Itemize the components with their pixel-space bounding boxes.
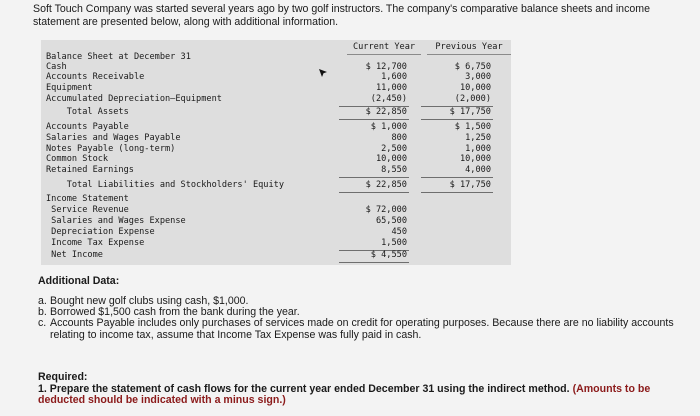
total-rule	[421, 192, 493, 193]
value-accounts-receivable-previous: 3,000	[465, 72, 491, 82]
row-label-equipment: Equipment	[46, 83, 93, 93]
income-statement-title: Income Statement	[46, 194, 129, 204]
required-section	[38, 372, 693, 407]
row-label-common-stock: Common Stock	[46, 154, 109, 164]
value-accounts-payable-current: $ 1,000	[370, 122, 407, 132]
total-rule	[339, 262, 409, 263]
value-notes-payable-previous: 1,000	[465, 144, 491, 154]
total-rule	[339, 192, 409, 193]
row-label-depreciation-expense: Depreciation Expense	[46, 227, 155, 237]
row-label-accounts-receivable: Accounts Receivable	[46, 72, 145, 82]
row-label-cash: Cash	[46, 62, 67, 72]
value-salaries-wages-payable-current: 800	[391, 133, 407, 143]
value-accumulated-depreciation-current: (2,450)	[370, 94, 407, 104]
value-accounts-receivable-current: 1,600	[381, 72, 407, 82]
list-item-text: Borrowed $1,500 cash from the bank during the year.	[50, 306, 300, 319]
row-label-net-income: Net Income	[46, 250, 103, 260]
value-salaries-wages-payable-previous: 1,250	[465, 133, 491, 143]
row-label-total-liabilities-equity: Total Liabilities and Stockholders' Equity	[46, 180, 284, 190]
value-cash-current: $ 12,700	[365, 62, 407, 72]
value-common-stock-previous: 10,000	[459, 154, 491, 164]
value-salaries-wages-expense: 65,500	[375, 216, 407, 226]
value-accumulated-depreciation-previous: (2,000)	[454, 94, 491, 104]
value-notes-payable-current: 2,500	[381, 144, 407, 154]
required-instruction-text: 1. Prepare the statement of cash flows for the current year ended December 31 using the indirect method.	[38, 382, 570, 395]
total-rule	[421, 119, 493, 120]
value-total-liabilities-equity-current: $ 22,850	[365, 180, 407, 190]
row-label-accounts-payable: Accounts Payable	[46, 122, 129, 132]
subtotal-rule	[339, 177, 409, 178]
value-equipment-current: 11,000	[375, 83, 407, 93]
value-income-tax-expense: 1,500	[381, 238, 407, 248]
balance-sheet-title: Balance Sheet at December 31	[46, 52, 191, 62]
financial-statements-table	[41, 40, 511, 265]
row-label-total-assets: Total Assets	[46, 107, 129, 117]
list-marker: b.	[38, 306, 47, 319]
row-label-income-tax-expense: Income Tax Expense	[46, 238, 145, 248]
value-total-assets-previous: $ 17,750	[449, 107, 491, 117]
value-total-assets-current: $ 22,850	[365, 107, 407, 117]
column-header-current-year: Current Year	[347, 40, 421, 55]
row-label-accumulated-depreciation: Accumulated Depreciation–Equipment	[46, 94, 222, 104]
value-cash-previous: $ 6,750	[454, 62, 491, 72]
row-label-service-revenue: Service Revenue	[46, 205, 129, 215]
row-label-retained-earnings: Retained Earnings	[46, 165, 134, 175]
list-marker: a.	[38, 295, 47, 307]
value-net-income: $ 4,550	[370, 250, 407, 260]
mouse-cursor-icon	[318, 68, 328, 78]
list-marker: c.	[38, 317, 47, 330]
value-common-stock-current: 10,000	[375, 154, 407, 164]
subtotal-rule	[421, 177, 493, 178]
column-header-previous-year: Previous Year	[427, 40, 511, 55]
row-label-notes-payable: Notes Payable (long-term)	[46, 144, 176, 154]
value-retained-earnings-previous: 4,000	[465, 165, 491, 175]
required-instruction	[38, 384, 693, 407]
value-retained-earnings-current: 8,550	[381, 165, 407, 175]
value-depreciation-expense: 450	[391, 227, 407, 237]
value-accounts-payable-previous: $ 1,500	[454, 122, 491, 132]
row-label-salaries-wages-payable: Salaries and Wages Payable	[46, 133, 181, 143]
additional-data-list	[38, 296, 688, 341]
value-service-revenue: $ 72,000	[365, 205, 407, 215]
additional-data-heading: Additional Data:	[38, 275, 120, 287]
list-item-text: Bought new golf clubs using cash, $1,000.	[50, 295, 249, 307]
total-rule	[339, 119, 409, 120]
list-item	[38, 318, 688, 340]
row-label-salaries-wages-expense: Salaries and Wages Expense	[46, 216, 186, 226]
value-total-liabilities-equity-previous: $ 17,750	[449, 180, 491, 190]
value-equipment-previous: 10,000	[459, 83, 491, 93]
intro-paragraph: Soft Touch Company was started several years ago by two golf instructors. The company's comparative balance sheets and income statement are presented below, along with additional information.	[33, 3, 650, 28]
required-heading: Required:	[38, 371, 88, 383]
list-item-text: Accounts Payable includes only purchases of services made on credit for operating purposes. Because there are no liability accounts relating to income tax, assume that Income Tax Expense was fully paid in cash.	[50, 317, 674, 341]
required-instruction-emphasis: (Amounts to be deducted should be indicated with a minus sign.)	[38, 382, 651, 406]
